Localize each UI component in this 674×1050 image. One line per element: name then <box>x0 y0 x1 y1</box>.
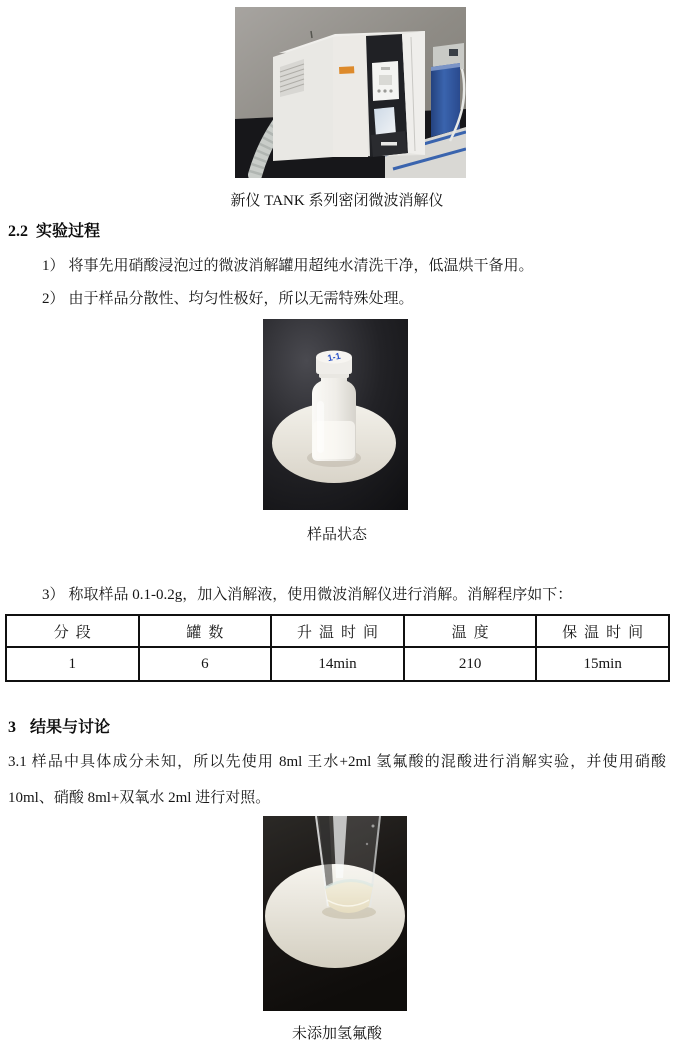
step-2-marker: 2） <box>42 291 65 307</box>
section-3-heading <box>8 718 674 738</box>
procedure-step-2 <box>42 289 664 309</box>
header-vessel-count: 罐数 <box>139 615 272 647</box>
sample-photo-caption: 样品状态 <box>306 527 367 543</box>
table-row <box>6 647 669 681</box>
sample-photo-image <box>263 319 408 510</box>
beaker-photo <box>263 816 407 1011</box>
step-3-text: 称取样品 0.1-0.2g，加入消解液，使用微波消解仪进行消解。消解程序如下： <box>68 587 573 603</box>
instrument-photo <box>235 7 466 178</box>
step-1-text: 将事先用硝酸浸泡过的微波消解罐用超纯水清洗干净，低温烘干备用。 <box>68 258 534 274</box>
page <box>0 7 674 1045</box>
cell-temperature: 210 <box>404 647 537 681</box>
cell-segment: 1 <box>6 647 139 681</box>
section-3-paragraph: 3.1 样品中具体成分未知，所以先使用 8ml 王水+2ml 氢氟酸的混酸进行消解实验，并使用硝酸 10ml、硝酸 8ml+双氧水 2ml 进行对照。 <box>8 754 666 806</box>
header-hold-time: 保温时间 <box>536 615 669 647</box>
instrument-photo-image <box>235 7 466 178</box>
section-2-2-heading <box>8 222 674 242</box>
cell-vessel-count: 6 <box>139 647 272 681</box>
section-2-2-number: 2.2 <box>8 223 28 240</box>
header-temperature: 温度 <box>404 615 537 647</box>
procedure-step-1 <box>42 256 664 276</box>
step-3-marker: 3） <box>42 587 65 603</box>
digestion-program-table <box>5 614 670 682</box>
bottle-mark-text: 1-1 <box>326 350 342 364</box>
sample-photo <box>263 319 408 510</box>
section-3-title: 结果与讨论 <box>30 719 111 736</box>
beaker-photo-caption: 未添加氢氟酸 <box>291 1026 382 1042</box>
header-ramp-time: 升温时间 <box>271 615 404 647</box>
section-2-2-title: 实验过程 <box>36 223 101 240</box>
section-3-number: 3 <box>8 719 16 736</box>
procedure-step-3 <box>42 585 664 605</box>
table-header-row <box>6 615 669 647</box>
beaker-photo-image <box>263 816 407 1011</box>
cell-hold-time: 15min <box>536 647 669 681</box>
instrument-photo-caption: 新仪 TANK 系列密闭微波消解仪 <box>230 193 444 209</box>
step-2-text: 由于样品分散性、均匀性极好，所以无需特殊处理。 <box>68 291 414 307</box>
cell-ramp-time: 14min <box>271 647 404 681</box>
step-1-marker: 1） <box>42 258 65 274</box>
header-segment: 分段 <box>6 615 139 647</box>
